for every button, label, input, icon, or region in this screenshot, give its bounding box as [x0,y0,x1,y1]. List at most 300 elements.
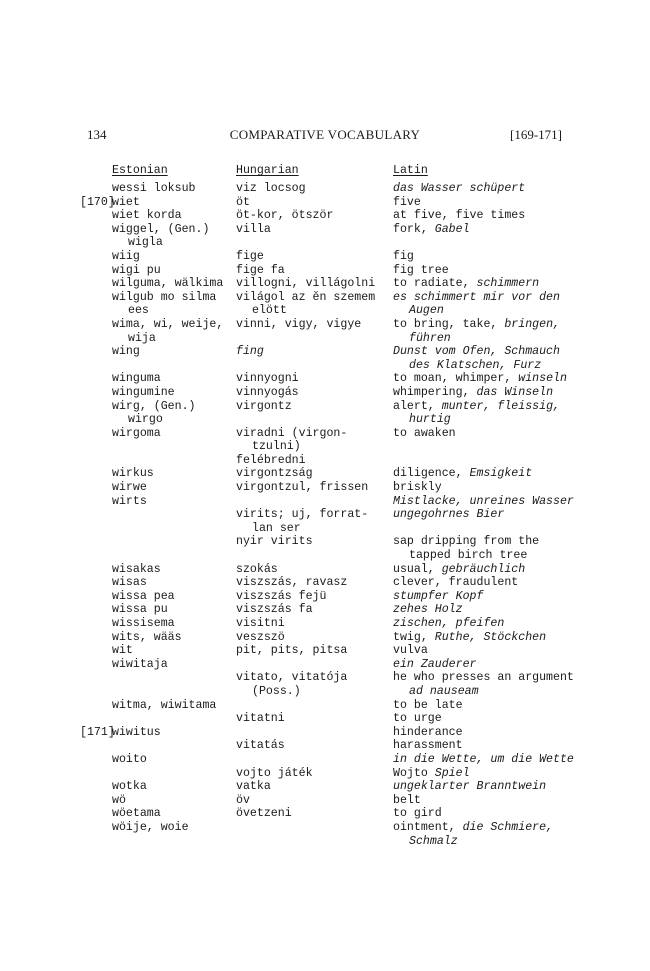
latin-cell [393,427,583,441]
hungarian-line [236,631,386,645]
estonian-cell [112,576,232,590]
estonian-cell [112,264,232,278]
gloss-italic: winseln [518,372,567,386]
latin-cell [393,481,583,495]
latin-cell [393,699,583,713]
vocab-row [0,712,650,726]
gloss-text: virgontzul, frissen [236,481,369,495]
hungarian-line [236,386,386,400]
latin-line [393,739,583,753]
gloss-text: whimpering, [393,385,477,399]
vocab-row [0,386,650,400]
latin-cell [393,495,583,509]
gloss-text: to moan, whimper, [393,372,519,386]
latin-line [393,359,583,373]
estonian-cell [112,345,232,359]
latin-line [393,767,583,781]
gloss-italic: Gabel [434,222,470,236]
gloss-text: tapped birch tree [409,549,528,563]
estonian-cell [112,318,232,345]
gloss-text: pit, pits, pitsa [236,644,348,658]
latin-cell [393,196,583,210]
hungarian-cell [236,644,386,658]
latin-line [393,372,583,386]
latin-line [393,807,583,821]
latin-line [393,413,583,427]
gloss-text: vitatni [236,712,285,726]
hungarian-cell [236,481,386,495]
page-header [0,127,650,143]
latin-cell [393,658,583,672]
vocab-row [0,807,650,821]
gloss-text: fig [393,249,414,263]
gloss-text: sap dripping from the [393,535,540,549]
hungarian-line [236,481,386,495]
latin-line [393,332,583,346]
vocab-row [0,644,650,658]
latin-cell [393,508,583,522]
gloss-italic: ad nauseam [409,684,479,698]
hungarian-cell [236,223,386,237]
latin-cell [393,671,583,698]
gloss-text: öt [236,195,250,209]
vocab-row [0,794,650,808]
latin-line [393,699,583,713]
hungarian-cell [236,467,386,481]
latin-line [393,508,583,522]
estonian-cell [112,563,232,577]
estonian-line [112,481,232,495]
gloss-italic: ungegohrnes Bier [393,508,505,522]
estonian-line [112,563,232,577]
latin-line [393,576,583,590]
hungarian-line [236,277,386,291]
estonian-cell [112,467,232,481]
gloss-text: szokás [236,562,278,576]
estonian-line [112,590,232,604]
latin-line [393,223,583,237]
hungarian-line [236,250,386,264]
latin-cell [393,617,583,631]
gloss-italic: Emsigkeit [469,467,533,481]
latin-cell [393,467,583,481]
gloss-text: wilguma, wälkima [112,277,224,291]
estonian-cell [112,658,232,672]
estonian-line [112,345,232,359]
estonian-line [112,318,232,332]
hungarian-cell [236,739,386,753]
gloss-text: ees [128,304,149,318]
section-marker: [170] [80,195,115,209]
latin-line [393,250,583,264]
estonian-line [112,196,232,210]
vocab-row [0,495,650,509]
latin-line [393,658,583,672]
vocab-row [0,182,650,196]
estonian-cell [112,223,232,250]
estonian-line [112,807,232,821]
latin-cell [393,712,583,726]
gloss-text: twig, [393,630,435,644]
estonian-line [112,250,232,264]
gloss-text: wöije, woie [112,820,189,834]
gloss-text: wirgo [128,413,163,427]
latin-cell [393,291,583,318]
gloss-text: virits; uj, forrat- [236,508,369,522]
estonian-line [112,400,232,414]
gloss-italic: das Wasser schüpert [393,182,526,195]
gloss-text: öv [236,793,250,807]
latin-line [393,345,583,359]
gloss-text: wigi pu [112,263,161,277]
hungarian-line [236,508,386,522]
gloss-text: övetzeni [236,807,292,821]
hungarian-line [236,685,386,699]
latin-line [393,386,583,400]
vocab-row [0,535,650,562]
gloss-italic: stumpfer Kopf [393,589,484,603]
estonian-cell [112,821,232,835]
estonian-line [112,753,232,767]
estonian-cell [112,291,232,318]
gloss-text: elött [252,304,287,318]
gloss-text: vitato, vitatója [236,671,348,685]
estonian-line [112,427,232,441]
gloss-italic: in die Wette, um die Wette [393,752,574,766]
gloss-text: viradni (virgon- [236,426,348,440]
gloss-italic: Mistlacke, unreines Wasser [393,494,574,508]
estonian-cell [112,372,232,386]
vocab-row [0,631,650,645]
estonian-cell [112,807,232,821]
latin-cell [393,794,583,808]
estonian-line [112,223,232,237]
hungarian-line [236,318,386,332]
hungarian-cell [236,196,386,210]
gloss-text: vinni, vigy, vigye [236,317,362,331]
gloss-text: fige [236,249,264,263]
gloss-text: öt-kor, ötször [236,209,334,223]
hungarian-cell [236,631,386,645]
hungarian-line [236,223,386,237]
vocab-row [0,454,650,468]
hungarian-line [236,807,386,821]
latin-line [393,304,583,318]
vocab-row [0,318,650,345]
hungarian-cell [236,617,386,631]
hungarian-line [236,576,386,590]
latin-line [393,467,583,481]
hungarian-line [236,671,386,685]
gloss-text: five [393,195,421,209]
gloss-italic: fing [236,345,264,359]
estonian-cell [112,780,232,794]
gloss-text: veszszö [236,630,285,644]
hungarian-line [236,794,386,808]
vocab-row [0,196,650,210]
estonian-line [112,264,232,278]
estonian-cell [112,794,232,808]
latin-cell [393,767,583,781]
gloss-text: clever, fraudulent [393,576,519,590]
latin-line [393,780,583,794]
latin-cell [393,345,583,372]
vocab-row [0,563,650,577]
estonian-line [112,386,232,400]
gloss-text: wits, wääs [112,630,182,644]
latin-cell [393,644,583,658]
latin-line [393,196,583,210]
hungarian-cell [236,427,386,454]
gloss-text: wing [112,345,140,359]
hungarian-line [236,345,386,359]
estonian-cell [112,603,232,617]
gloss-text: wiwitaja [112,657,168,671]
gloss-italic: gebräuchlich [441,562,526,576]
gloss-text: vojto játék [236,766,313,780]
latin-line [393,291,583,305]
estonian-line [112,304,232,318]
estonian-cell [112,250,232,264]
latin-cell [393,372,583,386]
hungarian-line [236,196,386,210]
gloss-italic: hurtig [409,413,451,427]
gloss-text: wissa pu [112,603,168,617]
estonian-cell [112,209,232,223]
estonian-cell [112,196,232,210]
vocab-row [0,481,650,495]
header-estonian: Estonian [112,164,168,177]
estonian-line [112,277,232,291]
gloss-text: vinnyogás [236,385,299,399]
gloss-text: woito [112,752,147,766]
gloss-text: usual, [393,562,442,576]
latin-line [393,481,583,495]
estonian-line [112,576,232,590]
hungarian-cell [236,590,386,604]
latin-line [393,685,583,699]
latin-cell [393,182,583,196]
page-number: 134 [87,127,107,142]
gloss-text: to awaken [393,426,456,440]
hungarian-cell [236,250,386,264]
hungarian-cell [236,535,386,549]
hungarian-line [236,535,386,549]
gloss-text: wöetama [112,807,161,821]
gloss-text: to urge [393,712,442,726]
latin-line [393,712,583,726]
vocab-row [0,590,650,604]
gloss-italic: zischen, pfeifen [393,617,505,630]
gloss-text: ointment, [393,820,463,834]
gloss-text: wigla [128,236,163,250]
estonian-line [112,821,232,835]
estonian-line [112,413,232,427]
estonian-cell [112,590,232,604]
vocab-row [0,223,650,250]
vocab-row [0,291,650,318]
estonian-line [112,332,232,346]
gloss-text: lan ser [252,521,301,535]
gloss-italic: die Schmiere, [462,820,554,834]
gloss-text: to gird [393,807,442,821]
gloss-text: nyir virits [236,535,313,549]
latin-cell [393,576,583,590]
gloss-italic: Augen [409,304,444,318]
gloss-italic: Dunst vom Ofen, Schmauch [393,345,560,359]
gloss-text: he who presses an argument [393,671,574,685]
gloss-text: viszszás fejü [236,589,327,603]
vocab-row [0,780,650,794]
hungarian-cell [236,318,386,332]
gloss-text: wiet [112,195,140,209]
vocab-row [0,209,650,223]
vocab-row [0,400,650,427]
header-latin: Latin [393,164,428,177]
latin-cell [393,400,583,427]
gloss-italic: Ruthe, Stöckchen [434,630,547,644]
vocab-row [0,576,650,590]
latin-cell [393,318,583,345]
gloss-italic: schimmern [476,277,540,291]
vocab-row [0,372,650,386]
estonian-line [112,699,232,713]
gloss-text: to radiate, [393,277,477,291]
gloss-text: hinderance [393,725,463,739]
vocab-row [0,739,650,753]
gloss-text: wisakas [112,562,161,576]
vocab-row [0,427,650,454]
latin-cell [393,209,583,223]
latin-line [393,427,583,441]
gloss-italic: ein Zauderer [393,657,477,671]
estonian-line [112,794,232,808]
latin-cell [393,807,583,821]
estonian-line [112,182,232,196]
hungarian-line [236,780,386,794]
latin-line [393,264,583,278]
hungarian-line [236,467,386,481]
latin-cell [393,535,583,562]
gloss-text: wirgoma [112,426,161,440]
vocab-row [0,467,650,481]
latin-cell [393,603,583,617]
vocab-row [0,699,650,713]
gloss-text: at five, five times [393,209,526,223]
gloss-text: Wojto [393,766,435,780]
gloss-text: vulva [393,644,428,658]
vocab-row [0,264,650,278]
gloss-text: wirts [112,494,147,508]
latin-line [393,726,583,740]
gloss-text: wiet korda [112,209,182,223]
estonian-cell [112,617,232,631]
hungarian-cell [236,400,386,414]
latin-cell [393,631,583,645]
gloss-text: wessi loksub [112,182,196,195]
hungarian-cell [236,807,386,821]
estonian-line [112,372,232,386]
hungarian-cell [236,508,386,535]
latin-line [393,277,583,291]
hungarian-line [236,590,386,604]
hungarian-cell [236,712,386,726]
vocab-row [0,508,650,535]
latin-cell [393,590,583,604]
hungarian-cell [236,372,386,386]
vocabulary-table [0,182,650,848]
latin-line [393,549,583,563]
gloss-text: wissa pea [112,589,175,603]
hungarian-line [236,739,386,753]
vocab-row [0,671,650,698]
hungarian-cell [236,264,386,278]
estonian-cell [112,400,232,427]
gloss-text: alert, [393,399,442,413]
gloss-text: wö [112,793,126,807]
latin-line [393,821,583,835]
gloss-italic: munter, fleissig, [441,399,560,413]
estonian-cell [112,386,232,400]
estonian-cell [112,495,232,509]
hungarian-cell [236,386,386,400]
gloss-text: harassment [393,739,463,753]
latin-line [393,590,583,604]
vocab-row [0,821,650,848]
hungarian-cell [236,291,386,318]
latin-line [393,671,583,685]
gloss-text: wilgub mo silma [112,290,217,304]
gloss-text: wotka [112,780,147,794]
latin-cell [393,264,583,278]
estonian-line [112,495,232,509]
hungarian-cell [236,277,386,291]
latin-cell [393,726,583,740]
estonian-line [112,658,232,672]
header-hungarian: Hungarian [236,164,299,177]
hungarian-cell [236,454,386,468]
estonian-line [112,236,232,250]
latin-line [393,318,583,332]
estonian-cell [112,427,232,441]
hungarian-cell [236,767,386,781]
hungarian-cell [236,209,386,223]
estonian-line [112,780,232,794]
gloss-italic: führen [409,331,451,345]
vocab-row [0,277,650,291]
hungarian-line [236,563,386,577]
gloss-text: wija [128,331,156,345]
gloss-text: wiwitus [112,725,161,739]
vocab-row [0,617,650,631]
gloss-text: fork, [393,222,435,236]
vocab-row [0,345,650,372]
gloss-text: viz locsog [236,182,306,195]
latin-line [393,631,583,645]
hungarian-cell [236,780,386,794]
estonian-cell [112,753,232,767]
estonian-cell [112,182,232,196]
gloss-text: virgontz [236,399,292,413]
hungarian-line [236,209,386,223]
gloss-text: wirkus [112,467,154,481]
estonian-cell [112,277,232,291]
estonian-cell [112,481,232,495]
latin-line [393,753,583,767]
estonian-line [112,291,232,305]
section-marker: [171] [80,725,115,739]
gloss-text: wit [112,644,133,658]
